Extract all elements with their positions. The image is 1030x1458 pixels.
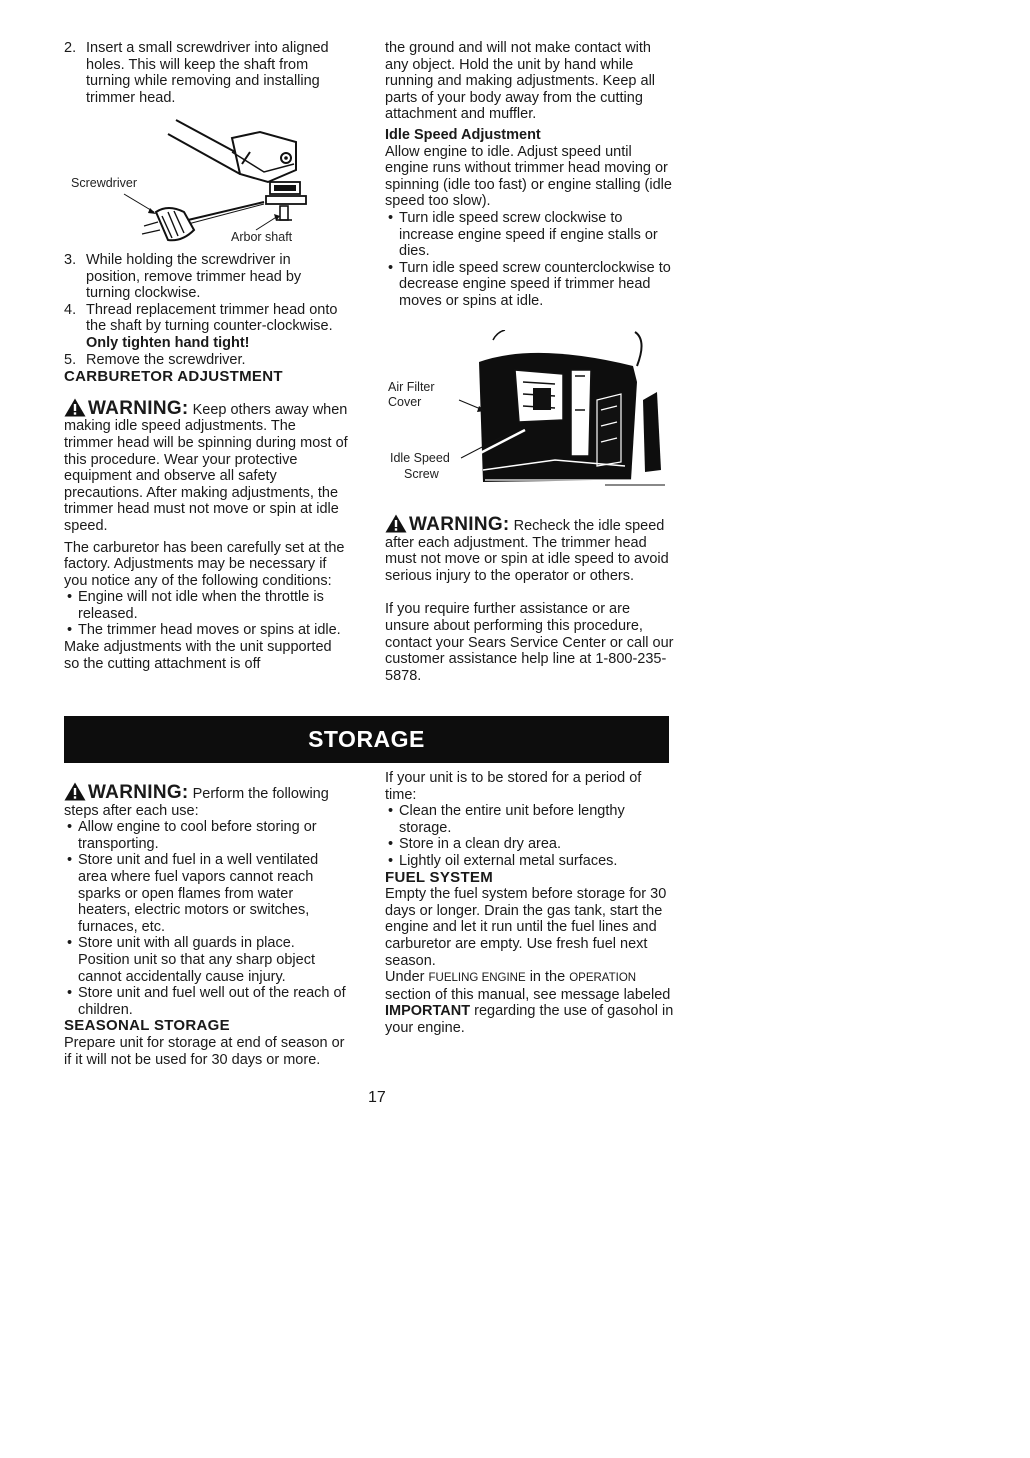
storage-bullet-1: • Allow engine to cool before storing or transporting.	[64, 819, 348, 852]
step-2-text: Insert a small screwdriver into aligned holes. This will keep the shaft from turning while removing and installing trimmer head.	[86, 40, 329, 106]
page-number: 17	[368, 1089, 386, 1106]
figure-carburetor	[385, 330, 675, 498]
label-air-filter-1: Air Filter	[388, 380, 435, 394]
warning-label: WARNING:	[88, 397, 189, 419]
step-2: 2. Insert a small screwdriver into aligned holes. This will keep the shaft from turning while removing and installing trimmer head.	[64, 40, 329, 106]
important-label: IMPORTANT	[385, 1003, 471, 1020]
warning-icon	[64, 398, 86, 417]
seasonal-storage-heading: SEASONAL STORAGE	[64, 1017, 230, 1035]
storage-warning-text: Perform the following steps after each use:	[64, 786, 329, 819]
continued-paragraph: the ground and will not make contact with any object. Hold the unit by hand while running and making adjustments. Keep all parts of your body away from the cutting attachment and muffler.	[385, 40, 656, 123]
label-screwdriver: Screwdriver	[71, 176, 137, 190]
step-4: 4. Thread replacement trimmer head onto the shaft by turning counter-clockwise. Only tighten hand tight!	[64, 301, 338, 351]
carb-bullet-2: • The trimmer head moves or spins at idle.	[64, 622, 348, 639]
column-right-storage	[385, 770, 675, 1037]
carb-bullet-1: • Engine will not idle when the throttle is released.	[64, 589, 348, 622]
label-idle-speed-1: Idle Speed	[390, 451, 450, 465]
idle-bullet-2: • Turn idle speed screw counterclockwise to decrease engine speed if trimmer head moves or spins at idle.	[385, 260, 675, 310]
column-left-top	[64, 40, 346, 106]
label-arbor-shaft: Arbor shaft	[231, 230, 293, 244]
warning-icon	[385, 514, 407, 533]
step-5: 5. Remove the screwdriver.	[64, 351, 246, 368]
carburetor-paragraph-2: Make adjustments with the unit supported so the cutting attachment is off	[64, 639, 332, 672]
assistance-paragraph: If you require further assistance or are unsure about performing this procedure, contact your Sears Service Center or call our customer assistance help line at 1-800-235-5878.	[385, 601, 674, 684]
step-5-text: Remove the screwdriver.	[86, 351, 246, 368]
recheck-warning-text: Recheck the idle speed after each adjustment. The trimmer head must not move or spin at idle speed to avoid serious injury to the operator or others.	[385, 518, 669, 584]
step-4-text: Thread replacement trimmer head onto the shaft by turning counter-clockwise.	[86, 301, 338, 335]
idle-bullet-1: • Turn idle speed screw clockwise to increase engine speed if engine stalls or dies.	[385, 210, 675, 260]
figure-screwdriver-arbor	[64, 112, 354, 260]
column-right-bottom	[385, 514, 675, 684]
step-3: 3. While holding the screwdriver in position, remove trimmer head by turning clockwise.	[64, 252, 302, 302]
storage-warning	[64, 782, 348, 819]
column-right-top	[385, 40, 675, 310]
carburetor-warning-text: Keep others away when making idle speed adjustments. The trimmer head will be spinning during most of this procedure. Wear your protective equipment and observe all safety precautions. After making adjustments, the trimmer head must not move or spin at idle speed.	[64, 401, 348, 534]
label-idle-speed-2: Screw	[404, 467, 439, 481]
fuel-system-heading: FUEL SYSTEM	[385, 868, 494, 886]
period-paragraph: If your unit is to be stored for a period of time:	[385, 770, 642, 803]
carburetor-warning	[64, 398, 348, 535]
period-bullet-3: • Lightly oil external metal surfaces.	[385, 853, 675, 870]
column-left-main	[64, 252, 348, 672]
warning-label: WARNING:	[88, 782, 189, 803]
label-air-filter-2: Cover	[388, 395, 422, 409]
column-left-storage	[64, 782, 348, 1068]
fueling-engine-ref: FUELING ENGINE	[428, 972, 526, 985]
storage-banner: STORAGE	[64, 716, 669, 763]
warning-label: WARNING:	[409, 514, 510, 535]
seasonal-storage-paragraph: Prepare unit for storage at end of season or if it will not be used for 30 days or more.	[64, 1034, 345, 1068]
period-bullet-1: • Clean the entire unit before lengthy storage.	[385, 803, 675, 836]
idle-speed-heading: Idle Speed Adjustment	[385, 126, 541, 143]
carburetor-adjustment-heading: CARBURETOR ADJUSTMENT	[64, 368, 283, 386]
storage-bullet-4: • Store unit and fuel well out of the reach of children.	[64, 985, 348, 1018]
carburetor-paragraph: The carburetor has been carefully set at the factory. Adjustments may be necessary if you notice any of the following conditions:	[64, 539, 345, 589]
idle-speed-paragraph: Allow engine to idle. Adjust speed until engine runs without trimmer head moving or spinning (idle too fast) or engine stalling (idle speed too slow).	[385, 143, 672, 210]
step-4-emphasis: Only tighten hand tight!	[86, 334, 250, 351]
operation-ref: OPERATION	[569, 972, 637, 985]
warning-icon	[64, 782, 86, 801]
storage-bullet-3: • Store unit with all guards in place. Position unit so that any sharp object cannot accidentally cause injury.	[64, 935, 348, 985]
recheck-warning	[385, 514, 675, 584]
period-bullet-2: • Store in a clean dry area.	[385, 836, 675, 853]
storage-bullet-2: • Store unit and fuel in a well ventilated area where fuel vapors cannot reach sparks or open flames from water heaters, electric motors or switches, furnaces, etc.	[64, 852, 348, 935]
gasohol-note: Under FUELING ENGINE in the OPERATION section of this manual, see message labeled IMPORTANT regarding the use of gasohol in your engine.	[385, 969, 674, 1036]
fuel-system-paragraph: Empty the fuel system before storage for 30 days or longer. Drain the gas tank, start the engine and let it run until the fuel lines and carburetor are empty. Use fresh fuel next season.	[385, 886, 667, 969]
step-3-text: While holding the screwdriver in position, remove trimmer head by turning clockwise.	[86, 252, 302, 302]
